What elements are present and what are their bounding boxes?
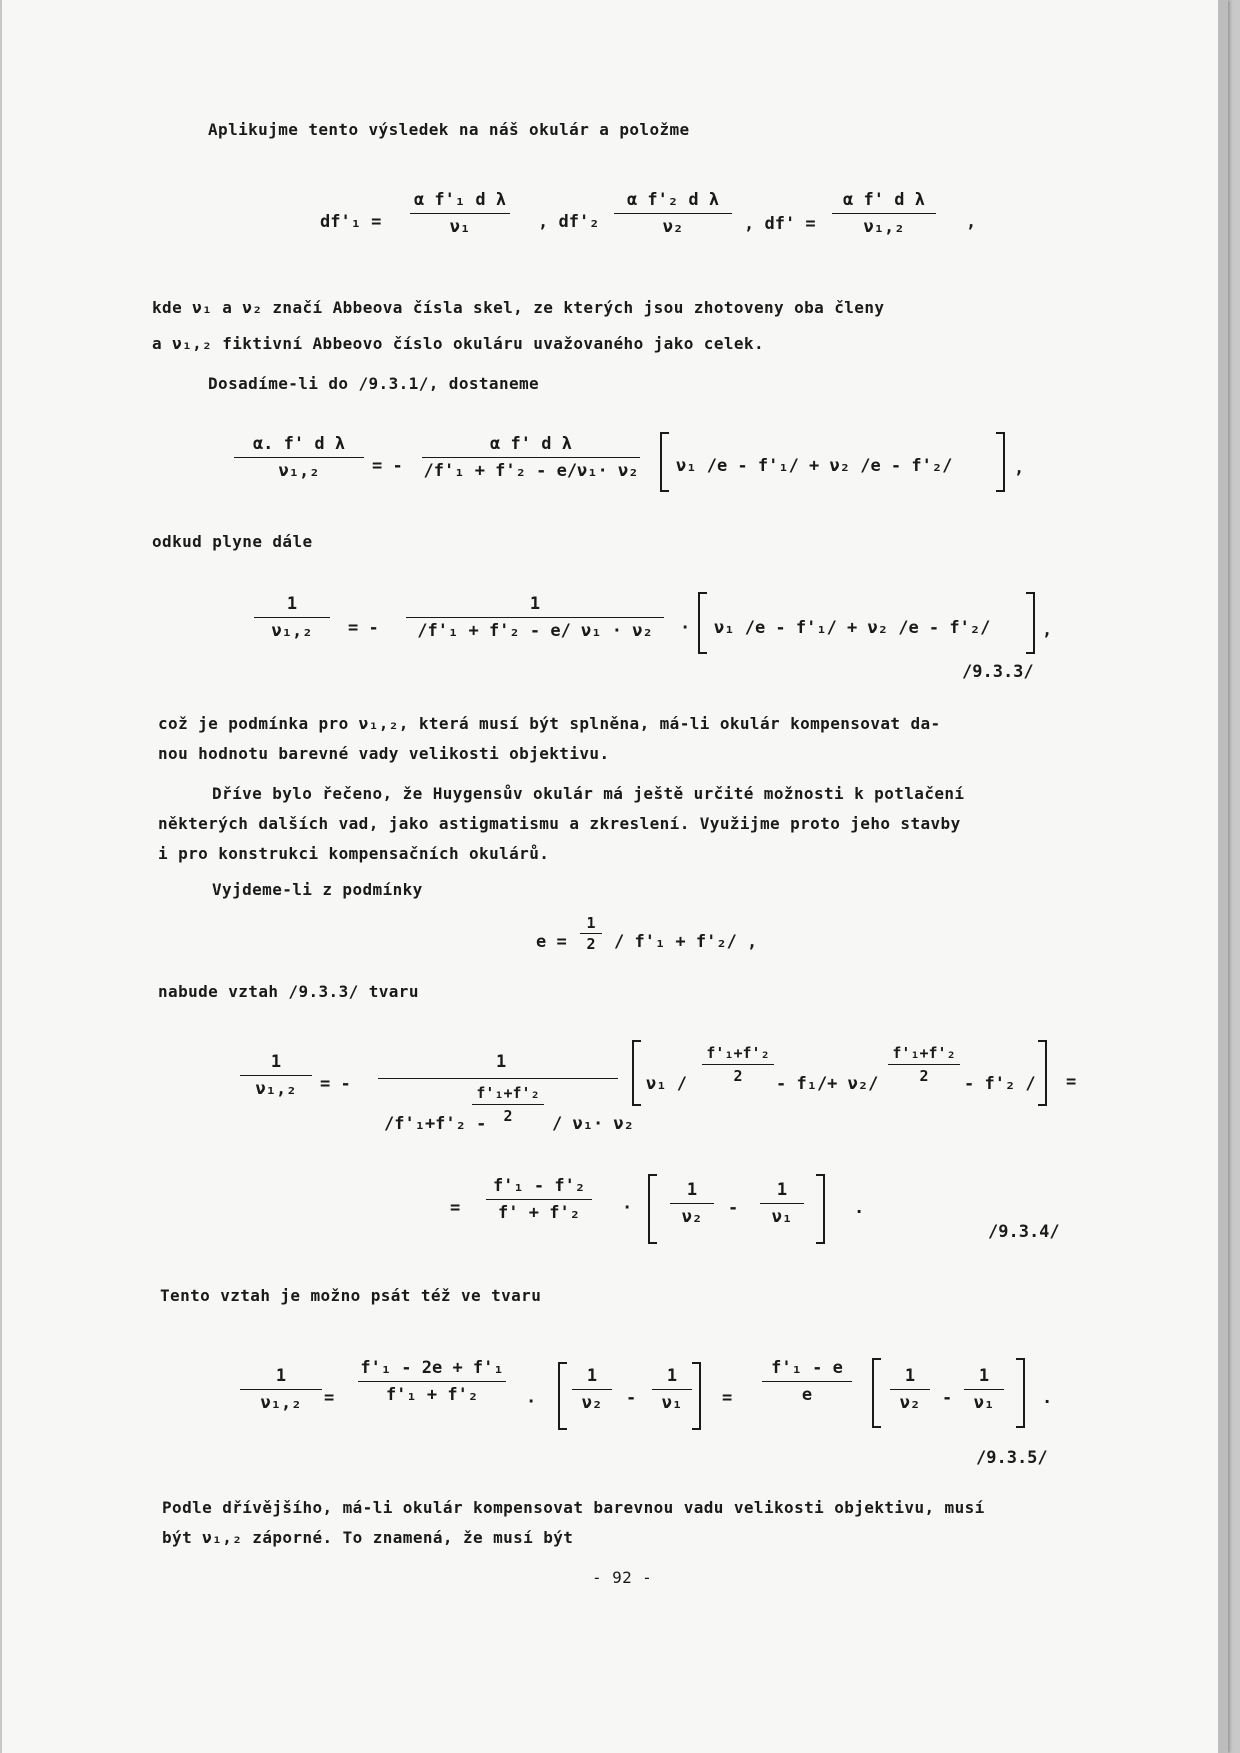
eq5-bracket-open <box>632 1040 641 1106</box>
eq3-right-frac <box>406 594 664 641</box>
eq5-line2-dot: · <box>622 1198 633 1218</box>
eq5-den-frac-den: 2 <box>503 1107 513 1125</box>
paragraph-condition-line1: což je podmínka pro ν₁,₂, která musí být splněna, má-li okulár kompensovat da- <box>158 714 941 733</box>
eq5-right-num: 1 <box>496 1052 507 1072</box>
eq5-equals: = - <box>320 1074 351 1094</box>
eq2-tail: , <box>1014 458 1025 478</box>
eq6-dot: · <box>526 1392 537 1412</box>
eq6-b1-den: ν₂ <box>581 1393 603 1413</box>
paragraph-huygens-line3: i pro konstrukci kompensačních okulárů. <box>158 844 550 863</box>
eq1-b-den: ν₂ <box>662 217 684 237</box>
eq6-c1 <box>890 1366 930 1413</box>
eq4-half <box>580 914 602 953</box>
paragraph-abbe-line1: kde ν₁ a ν₂ značí Abbeova čísla skel, ze kterých jsou zhotoveny oba členy <box>152 298 885 317</box>
eq6-minus1: - <box>626 1388 637 1408</box>
eq6-n-num: f'₁ - e <box>771 1358 843 1378</box>
page-number: - 92 - <box>592 1568 653 1587</box>
eq1-b-left: , df'₂ <box>538 212 600 232</box>
eq6-mid-frac <box>358 1358 506 1405</box>
eq6-bracket2-close <box>1016 1358 1025 1428</box>
eq5-line2-equals: = <box>450 1198 461 1218</box>
eq5-bracket-close <box>1038 1040 1047 1106</box>
eq3-bracket-close <box>1026 592 1035 654</box>
eq4-den: 2 <box>586 935 596 953</box>
eq2-bracket-close <box>996 432 1005 492</box>
paragraph-condition-line2: nou hodnotu barevné vady velikosti objektivu. <box>158 744 610 763</box>
eq6-left-num: 1 <box>275 1366 287 1386</box>
eq6-label: /9.3.5/ <box>976 1448 1048 1468</box>
eq6-equals2: = <box>722 1388 733 1408</box>
eq3-right-num: 1 <box>529 594 541 614</box>
eq2-right-num: α f' d λ <box>490 434 572 454</box>
eq3-dot: · <box>680 618 691 638</box>
eq3-label: /9.3.3/ <box>962 662 1034 682</box>
eq5-b-end: - f'₂ / <box>964 1074 1036 1094</box>
eq5-line2-b2 <box>760 1180 804 1227</box>
eq2-equals: = - <box>372 456 403 476</box>
eq5-tail: = <box>1066 1072 1077 1092</box>
document-page <box>2 0 1228 1753</box>
eq1-a-left: df'₁ = <box>320 212 382 232</box>
eq6-c1-num: 1 <box>904 1366 916 1386</box>
eq3-equals: = - <box>348 618 379 638</box>
eq5-line2-b1-den: ν₂ <box>681 1207 703 1227</box>
paragraph-previously-line1: Podle dřívějšího, má-li okulár kompensovat barevnou vadu velikosti objektivu, musí <box>162 1498 985 1517</box>
eq6-equals1: = <box>324 1388 335 1408</box>
eq2-right-den: /f'₁ + f'₂ - e/ν₁· ν₂ <box>423 461 639 481</box>
eq2-right-frac <box>422 434 640 481</box>
paragraph-intro: Aplikujme tento výsledek na náš okulár a položme <box>208 120 690 139</box>
paragraph-also-form: Tento vztah je možno psát též ve tvaru <box>160 1286 542 1305</box>
eq5-b-frac1-num: f'₁+f'₂ <box>706 1044 770 1062</box>
eq3-bracket-open <box>698 592 707 654</box>
eq6-mid-num: f'₁ - 2e + f'₁ <box>360 1358 504 1378</box>
eq1-b-frac <box>614 190 732 237</box>
eq5-label: /9.3.4/ <box>988 1222 1060 1242</box>
eq5-left-num: 1 <box>270 1052 282 1072</box>
eq1-a-den: ν₁ <box>449 217 471 237</box>
eq6-tail: . <box>1042 1388 1053 1408</box>
eq6-b1-num: 1 <box>586 1366 598 1386</box>
paragraph-previously-line2: být ν₁,₂ záporné. To znamená, že musí být <box>162 1528 574 1547</box>
eq6-c2-den: ν₁ <box>973 1393 995 1413</box>
eq5-b-v1: ν₁ / <box>646 1074 687 1094</box>
eq5-line2-minus: - <box>728 1198 739 1218</box>
eq5-b-frac1 <box>702 1044 774 1085</box>
eq5-den-frac <box>472 1084 544 1125</box>
eq1-c-num: α f' d λ <box>843 190 925 210</box>
eq5-line2-tail: . <box>854 1198 865 1218</box>
eq6-n-frac <box>762 1358 852 1405</box>
eq1-c-frac <box>832 190 936 237</box>
eq3-left-frac <box>254 594 330 641</box>
eq3-left-num: 1 <box>286 594 298 614</box>
eq5-left-frac <box>240 1052 312 1099</box>
eq6-bracket2-open <box>872 1358 881 1428</box>
eq2-bracket-open <box>660 432 669 492</box>
eq5-right-bar <box>378 1078 618 1079</box>
paragraph-huygens-line2: některých dalších vad, jako astigmatismu a zkreslení. Využijme proto jeho stavby <box>158 814 961 833</box>
eq5-line2-num: f'₁ - f'₂ <box>492 1176 586 1196</box>
eq4-num: 1 <box>586 914 596 932</box>
eq5-line2-bracket-open <box>648 1174 657 1244</box>
eq1-a-frac <box>410 190 510 237</box>
paragraph-starting: Vyjdeme-li z podmínky <box>212 880 423 899</box>
eq5-right-den-b: / ν₁· ν₂ <box>552 1114 634 1134</box>
eq5-left-den: ν₁,₂ <box>255 1079 297 1099</box>
eq6-b2-den: ν₁ <box>661 1393 683 1413</box>
eq3-right-den: /f'₁ + f'₂ - e/ ν₁ · ν₂ <box>417 621 653 641</box>
eq5-line2-b1 <box>670 1180 714 1227</box>
eq5-line2-bracket-close <box>816 1174 825 1244</box>
eq5-line2-den: f' + f'₂ <box>498 1203 580 1223</box>
eq6-bracket1-close <box>692 1362 701 1430</box>
eq5-b-frac2-num: f'₁+f'₂ <box>892 1044 956 1062</box>
eq6-c1-den: ν₂ <box>899 1393 921 1413</box>
eq5-b-frac1-den: 2 <box>733 1067 743 1085</box>
paragraph-substitute: Dosadíme-li do /9.3.1/, dostaneme <box>208 374 540 393</box>
eq2-bracket-content: ν₁ /e - f'₁/ + ν₂ /e - f'₂/ <box>676 456 953 476</box>
eq6-n-den: e <box>801 1385 813 1405</box>
eq3-tail: , <box>1042 620 1053 640</box>
eq6-mid-den: f'₁ + f'₂ <box>385 1385 479 1405</box>
eq6-b1 <box>572 1366 612 1413</box>
eq5-line2-b2-den: ν₁ <box>771 1207 793 1227</box>
eq2-left-den: ν₁,₂ <box>278 461 320 481</box>
eq5-b-frac2-den: 2 <box>919 1067 929 1085</box>
eq1-c-left: , df' = <box>744 214 816 234</box>
eq5-right-den-a: /f'₁+f'₂ - <box>384 1114 487 1134</box>
eq6-minus2: - <box>942 1388 953 1408</box>
paragraph-takes-form: nabude vztah /9.3.3/ tvaru <box>158 982 419 1001</box>
eq4-lead: e = <box>536 932 567 952</box>
eq5-line2-b2-num: 1 <box>776 1180 788 1200</box>
eq6-b2 <box>652 1366 692 1413</box>
page-edge-shadow <box>1218 0 1228 1753</box>
paragraph-huygens-line1: Dříve bylo řečeno, že Huygensův okulár má ještě určité možnosti k potlačení <box>212 784 965 803</box>
eq6-c2 <box>964 1366 1004 1413</box>
eq1-b-num: α f'₂ d λ <box>626 190 720 210</box>
eq3-bracket-content: ν₁ /e - f'₁/ + ν₂ /e - f'₂/ <box>714 618 991 638</box>
eq6-b2-num: 1 <box>666 1366 678 1386</box>
eq5-b-mid: - f₁/+ ν₂/ <box>776 1074 879 1094</box>
eq6-left-frac <box>240 1366 322 1413</box>
eq3-left-den: ν₁,₂ <box>271 621 313 641</box>
eq5-line2-b1-num: 1 <box>686 1180 698 1200</box>
eq2-left-num: α. f' d λ <box>252 434 346 454</box>
eq6-c2-num: 1 <box>978 1366 990 1386</box>
eq4-rest: / f'₁ + f'₂/ , <box>614 932 758 952</box>
eq1-a-num: α f'₁ d λ <box>413 190 507 210</box>
paragraph-hence: odkud plyne dále <box>152 532 313 551</box>
eq5-line2-frac <box>486 1176 592 1223</box>
eq5-den-frac-num: f'₁+f'₂ <box>476 1084 540 1102</box>
eq2-left-frac <box>234 434 364 481</box>
eq6-bracket1-open <box>558 1362 567 1430</box>
eq6-left-den: ν₁,₂ <box>260 1393 302 1413</box>
eq1-tail: , <box>966 212 977 232</box>
paragraph-abbe-line2: a ν₁,₂ fiktivní Abbeovo číslo okuláru uvažovaného jako celek. <box>152 334 765 353</box>
eq1-c-den: ν₁,₂ <box>863 217 905 237</box>
eq5-b-frac2 <box>888 1044 960 1085</box>
